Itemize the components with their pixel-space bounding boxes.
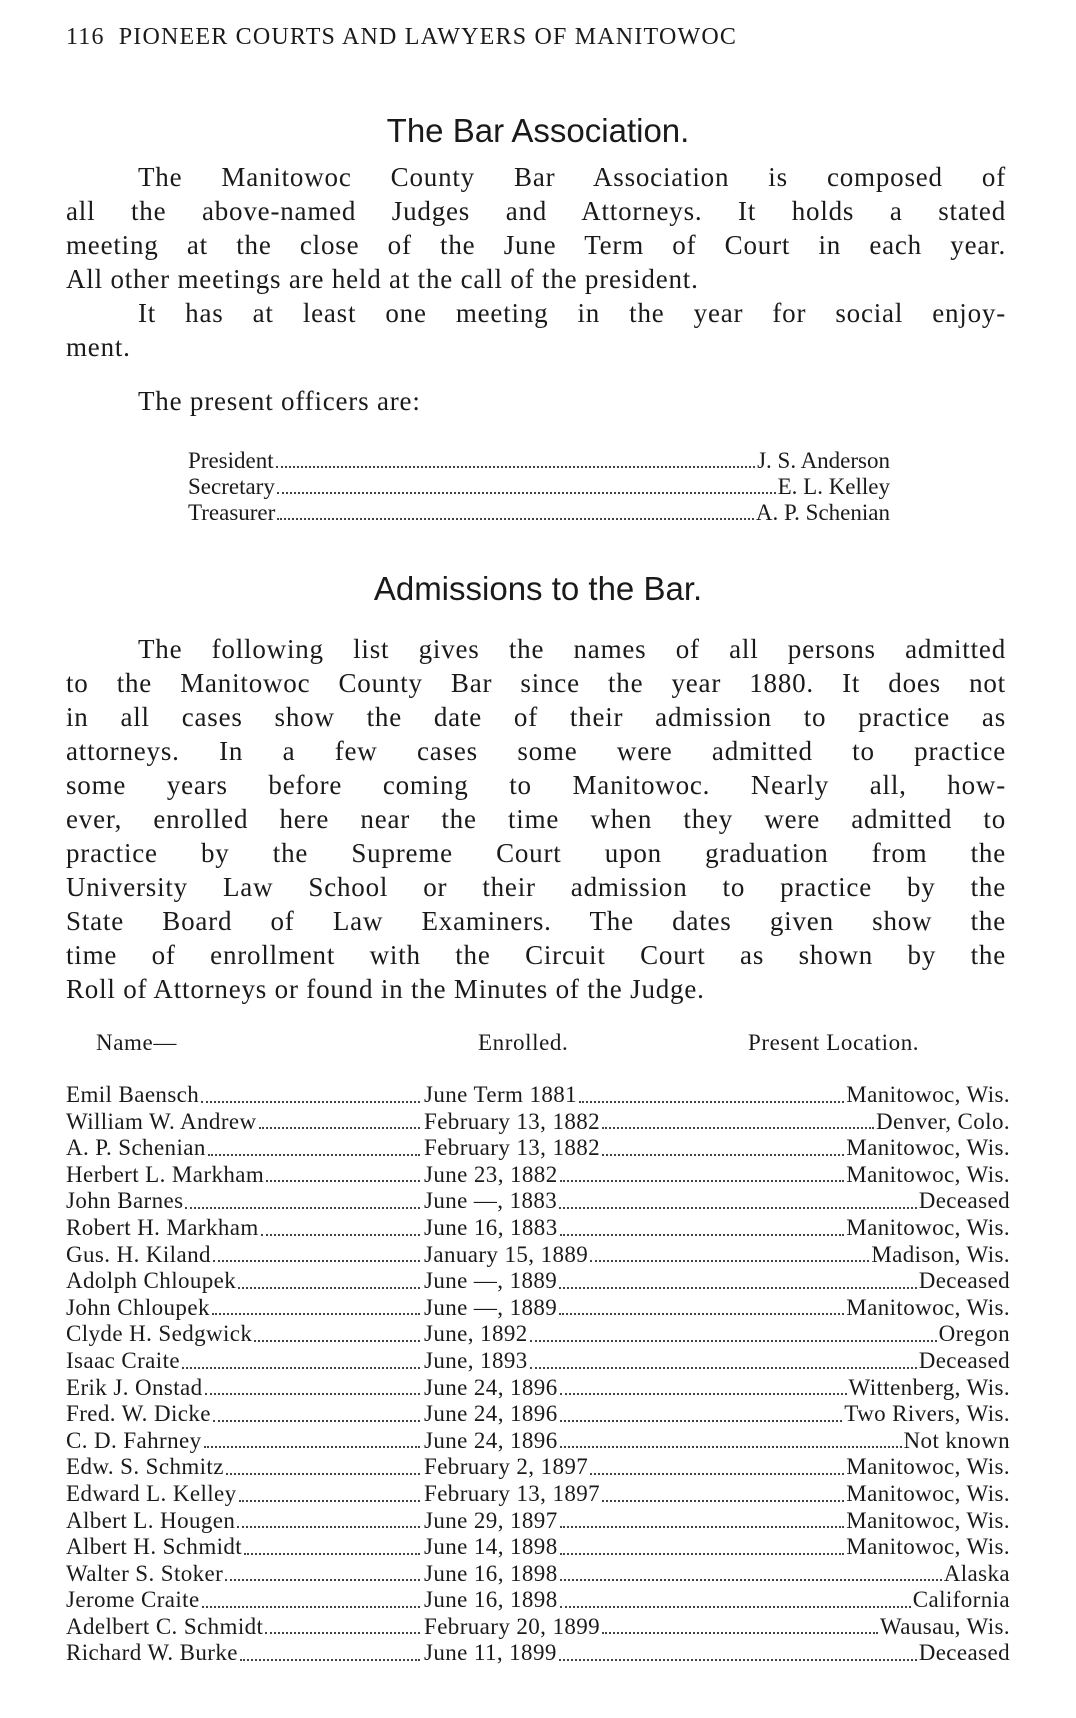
admission-name-cell bbox=[66, 1534, 422, 1561]
dot-leader bbox=[182, 1348, 420, 1369]
admission-date-cell bbox=[422, 1454, 846, 1481]
admission-location: Deceased bbox=[918, 1188, 1010, 1214]
admission-date-cell bbox=[422, 1348, 919, 1375]
admission-name-cell bbox=[66, 1188, 422, 1215]
admission-enrolled: June 23, 1882 bbox=[424, 1161, 558, 1187]
admission-location: Two Rivers, Wis. bbox=[844, 1401, 1010, 1427]
table-row bbox=[66, 1481, 1010, 1508]
admission-location: Oregon bbox=[938, 1321, 1010, 1347]
dot-leader bbox=[266, 1162, 420, 1183]
admission-enrolled: June, 1892 bbox=[424, 1321, 528, 1347]
admission-name-cell bbox=[66, 1640, 422, 1667]
dot-leader bbox=[205, 1375, 420, 1396]
paragraph-line: some years before coming to Manitowoc. Nearly all, how- bbox=[66, 770, 1006, 800]
admission-enrolled: June 24, 1896 bbox=[424, 1427, 558, 1453]
admission-enrolled: June —, 1883 bbox=[424, 1188, 558, 1214]
running-head bbox=[66, 24, 956, 51]
admission-name: Herbert L. Markham bbox=[66, 1161, 265, 1187]
dot-leader bbox=[259, 1109, 421, 1130]
dot-leader bbox=[240, 1640, 420, 1661]
bar-association-paragraph-2 bbox=[66, 296, 1006, 364]
table-row bbox=[66, 1401, 1010, 1428]
table-row bbox=[66, 1135, 1010, 1162]
admission-location: Manitowoc, Wis. bbox=[846, 1082, 1010, 1107]
admission-date-cell bbox=[422, 1295, 846, 1322]
admission-name: John Barnes bbox=[66, 1188, 184, 1214]
admission-date-cell bbox=[422, 1534, 846, 1561]
dot-leader bbox=[530, 1348, 917, 1369]
admission-enrolled: February 2, 1897 bbox=[424, 1454, 589, 1480]
admission-enrolled: June 11, 1899 bbox=[424, 1640, 557, 1666]
admission-location: Manitowoc, Wis. bbox=[846, 1135, 1010, 1161]
admission-name-cell bbox=[66, 1215, 422, 1242]
dot-leader bbox=[560, 1561, 942, 1582]
dot-leader bbox=[559, 1188, 916, 1209]
admission-name: Emil Baensch bbox=[66, 1082, 200, 1107]
admission-enrolled: June —, 1889 bbox=[424, 1268, 558, 1294]
table-row bbox=[66, 1109, 1010, 1136]
admission-name-cell bbox=[66, 1454, 422, 1481]
dot-leader bbox=[560, 1508, 845, 1529]
admission-location: Manitowoc, Wis. bbox=[846, 1214, 1010, 1240]
admission-location: Manitowoc, Wis. bbox=[846, 1534, 1010, 1560]
admission-location: Alaska bbox=[943, 1560, 1010, 1586]
admission-name: A. P. Schenian bbox=[66, 1135, 206, 1161]
officers-intro: The present officers are: bbox=[138, 386, 421, 416]
admission-name-cell bbox=[66, 1268, 422, 1295]
admission-date-cell bbox=[422, 1401, 844, 1428]
admission-enrolled: June 29, 1897 bbox=[424, 1507, 558, 1533]
admission-name: Walter S. Stoker bbox=[66, 1560, 224, 1586]
dot-leader bbox=[277, 492, 776, 494]
officers-intro-paragraph bbox=[66, 384, 1006, 418]
admission-name-cell bbox=[66, 1561, 422, 1588]
table-row bbox=[66, 1082, 1010, 1109]
admission-name-cell bbox=[66, 1481, 422, 1508]
admission-enrolled: June 14, 1898 bbox=[424, 1534, 558, 1560]
dot-leader bbox=[265, 1614, 420, 1635]
dot-leader bbox=[208, 1135, 420, 1156]
admission-location: Manitowoc, Wis. bbox=[846, 1161, 1010, 1187]
admission-date-cell bbox=[422, 1215, 846, 1242]
admission-enrolled: June —, 1889 bbox=[424, 1294, 558, 1320]
dot-leader bbox=[530, 1321, 937, 1342]
admission-enrolled: June 16, 1898 bbox=[424, 1587, 558, 1613]
admission-location: Denver, Colo. bbox=[876, 1108, 1010, 1134]
column-header-enrolled: Enrolled. bbox=[478, 1030, 569, 1055]
admission-location: Manitowoc, Wis. bbox=[846, 1454, 1010, 1480]
admission-date-cell bbox=[422, 1162, 846, 1189]
admission-name: Gus. H. Kiland bbox=[66, 1241, 211, 1267]
table-row bbox=[66, 1348, 1010, 1375]
admission-location: Wittenberg, Wis. bbox=[848, 1374, 1010, 1400]
admission-date-cell bbox=[422, 1375, 849, 1402]
admission-name: Adolph Chloupek bbox=[66, 1268, 237, 1294]
admission-location: Deceased bbox=[918, 1640, 1010, 1666]
dot-leader bbox=[213, 1242, 420, 1263]
table-row bbox=[66, 1375, 1010, 1402]
admission-date-cell bbox=[422, 1188, 919, 1215]
table-row bbox=[66, 1534, 1010, 1561]
dot-leader bbox=[560, 1401, 843, 1422]
dot-leader bbox=[225, 1561, 420, 1582]
dot-leader bbox=[560, 1428, 902, 1449]
admission-name-cell bbox=[66, 1295, 422, 1322]
admission-date-cell bbox=[422, 1109, 876, 1136]
admission-name-cell bbox=[66, 1614, 422, 1641]
admission-location: Manitowoc, Wis. bbox=[846, 1294, 1010, 1320]
admission-location: Wausau, Wis. bbox=[880, 1613, 1010, 1639]
officer-role: Treasurer bbox=[188, 500, 276, 525]
admission-enrolled: June 24, 1896 bbox=[424, 1374, 558, 1400]
admission-name-cell bbox=[66, 1508, 422, 1535]
dot-leader bbox=[185, 1188, 420, 1209]
admission-name-cell bbox=[66, 1109, 422, 1136]
admission-enrolled: January 15, 1889 bbox=[424, 1241, 589, 1267]
admission-location: Manitowoc, Wis. bbox=[846, 1507, 1010, 1533]
admission-date-cell bbox=[422, 1268, 919, 1295]
dot-leader bbox=[238, 1268, 420, 1289]
officer-name: E. L. Kelley bbox=[777, 474, 890, 499]
dot-leader bbox=[244, 1534, 420, 1555]
admission-location: Manitowoc, Wis. bbox=[846, 1480, 1010, 1506]
admission-enrolled: February 13, 1882 bbox=[424, 1108, 601, 1134]
paragraph-line: time of enrollment with the Circuit Court as shown by the bbox=[66, 940, 1006, 970]
dot-leader bbox=[560, 1215, 845, 1236]
paragraph-line: ment. bbox=[66, 332, 131, 362]
dot-leader bbox=[559, 1640, 917, 1661]
paragraph-line: The Manitowoc County Bar Association is composed of bbox=[138, 162, 1006, 192]
admission-enrolled: February 13, 1882 bbox=[424, 1135, 601, 1161]
admission-enrolled: June 16, 1898 bbox=[424, 1560, 558, 1586]
table-row bbox=[66, 1268, 1010, 1295]
admission-location: California bbox=[912, 1587, 1010, 1613]
running-title: PIONEER COURTS AND LAWYERS OF MANITOWOC bbox=[118, 24, 738, 50]
admission-date-cell bbox=[422, 1561, 944, 1588]
paragraph-line: in all cases show the date of their admission to practice as bbox=[66, 702, 1006, 732]
paragraph-line: to the Manitowoc County Bar since the year 1880. It does not bbox=[66, 668, 1006, 698]
admission-date-cell bbox=[422, 1640, 919, 1667]
admission-name: C. D. Fahrney bbox=[66, 1427, 202, 1453]
admission-name: Edw. S. Schmitz bbox=[66, 1454, 224, 1480]
table-row bbox=[66, 1508, 1010, 1535]
paragraph-line: Roll of Attorneys or found in the Minutes of the Judge. bbox=[66, 974, 705, 1004]
admission-name-cell bbox=[66, 1321, 422, 1348]
officer-name: J. S. Anderson bbox=[757, 448, 890, 473]
dot-leader bbox=[277, 518, 754, 520]
admission-name-cell bbox=[66, 1162, 422, 1189]
dot-leader bbox=[559, 1268, 916, 1289]
admission-name: Albert H. Schmidt bbox=[66, 1534, 243, 1560]
column-header-location: Present Location. bbox=[748, 1030, 920, 1055]
column-header-name: Name— bbox=[96, 1030, 177, 1055]
dot-leader bbox=[239, 1481, 420, 1502]
admissions-list bbox=[66, 1082, 1010, 1667]
dot-leader bbox=[602, 1135, 844, 1156]
paragraph-line: practice by the Supreme Court upon graduation from the bbox=[66, 838, 1006, 868]
admission-enrolled: June, 1893 bbox=[424, 1347, 528, 1373]
officer-role: Secretary bbox=[188, 474, 275, 499]
dot-leader bbox=[204, 1428, 420, 1449]
admission-name-cell bbox=[66, 1135, 422, 1162]
admission-name: Clyde H. Sedgwick bbox=[66, 1321, 253, 1347]
admission-name: Albert L. Hougen bbox=[66, 1507, 236, 1533]
paragraph-line: all the above-named Judges and Attorneys. It holds a stated bbox=[66, 196, 1006, 226]
admission-location: Deceased bbox=[918, 1268, 1010, 1294]
admission-name: William W. Andrew bbox=[66, 1108, 257, 1134]
paragraph-line: meeting at the close of the June Term of Court in each year. bbox=[66, 230, 1006, 260]
admission-date-cell bbox=[422, 1508, 846, 1535]
dot-leader bbox=[579, 1082, 844, 1103]
dot-leader bbox=[602, 1109, 874, 1130]
dot-leader bbox=[202, 1587, 420, 1608]
dot-leader bbox=[276, 466, 755, 468]
admission-name: Adelbert C. Schmidt bbox=[66, 1613, 264, 1639]
admission-date-cell bbox=[422, 1135, 846, 1162]
admission-name: Isaac Craite bbox=[66, 1347, 180, 1373]
admission-name: Jerome Craite bbox=[66, 1587, 200, 1613]
paragraph-line: University Law School or their admission to practice by the bbox=[66, 872, 1006, 902]
dot-leader bbox=[560, 1587, 911, 1608]
table-row bbox=[66, 1454, 1010, 1481]
table-row bbox=[66, 1242, 1010, 1269]
paragraph-line: The following list gives the names of all persons admitted bbox=[138, 634, 1006, 664]
dot-leader bbox=[560, 1375, 847, 1396]
admission-enrolled: February 13, 1897 bbox=[424, 1480, 601, 1506]
table-row bbox=[66, 1215, 1010, 1242]
table-row bbox=[66, 1614, 1010, 1641]
admission-name: Fred. W. Dicke bbox=[66, 1401, 211, 1427]
page-number: 116 bbox=[66, 24, 105, 50]
admission-date-cell bbox=[422, 1614, 880, 1641]
paragraph-line: State Board of Law Examiners. The dates given show the bbox=[66, 906, 1006, 936]
admission-location: Not known bbox=[903, 1427, 1010, 1453]
dot-leader bbox=[212, 1295, 420, 1316]
admission-date-cell bbox=[422, 1321, 939, 1348]
dot-leader bbox=[560, 1162, 845, 1183]
paragraph-line: All other meetings are held at the call of the president. bbox=[66, 264, 699, 294]
table-row bbox=[66, 1162, 1010, 1189]
admission-name-cell bbox=[66, 1242, 422, 1269]
admission-date-cell bbox=[422, 1428, 904, 1455]
admission-enrolled: February 20, 1899 bbox=[424, 1613, 601, 1639]
admission-enrolled: June 24, 1896 bbox=[424, 1401, 558, 1427]
admission-name: Erik J. Onstad bbox=[66, 1374, 203, 1400]
admission-name-cell bbox=[66, 1348, 422, 1375]
officer-row-secretary bbox=[188, 474, 890, 500]
table-row bbox=[66, 1561, 1010, 1588]
admission-location: Deceased bbox=[918, 1347, 1010, 1373]
table-row bbox=[66, 1640, 1010, 1667]
officer-row-treasurer bbox=[188, 500, 890, 526]
officers-list bbox=[188, 448, 890, 526]
admission-location: Madison, Wis. bbox=[871, 1241, 1010, 1267]
dot-leader bbox=[261, 1215, 420, 1236]
admission-date-cell bbox=[422, 1082, 846, 1109]
table-row bbox=[66, 1295, 1010, 1322]
paragraph-line: attorneys. In a few cases some were admitted to practice bbox=[66, 736, 1006, 766]
dot-leader bbox=[213, 1401, 420, 1422]
table-row bbox=[66, 1587, 1010, 1614]
table-row bbox=[66, 1428, 1010, 1455]
officer-role: President bbox=[188, 448, 274, 473]
admission-name-cell bbox=[66, 1082, 422, 1109]
officer-name: A. P. Schenian bbox=[755, 500, 890, 525]
section-title-admissions: Admissions to the Bar. bbox=[373, 570, 703, 607]
dot-leader bbox=[226, 1454, 420, 1475]
section-title-bar-association: The Bar Association. bbox=[386, 112, 690, 149]
dot-leader bbox=[590, 1454, 844, 1475]
dot-leader bbox=[590, 1242, 869, 1263]
admission-date-cell bbox=[422, 1587, 913, 1614]
admission-enrolled: June Term 1881 bbox=[424, 1082, 578, 1107]
dot-leader bbox=[602, 1481, 844, 1502]
bar-association-paragraph-1 bbox=[66, 160, 1006, 296]
dot-leader bbox=[237, 1508, 420, 1529]
table-row bbox=[66, 1321, 1010, 1348]
admission-date-cell bbox=[422, 1242, 871, 1269]
dot-leader bbox=[602, 1614, 878, 1635]
admission-name: John Chloupek bbox=[66, 1294, 210, 1320]
dot-leader bbox=[201, 1082, 420, 1103]
admission-enrolled: June 16, 1883 bbox=[424, 1214, 558, 1240]
admission-name: Edward L. Kelley bbox=[66, 1480, 237, 1506]
dot-leader bbox=[559, 1295, 844, 1316]
admission-name-cell bbox=[66, 1375, 422, 1402]
admission-name: Richard W. Burke bbox=[66, 1640, 238, 1666]
dot-leader bbox=[560, 1534, 845, 1555]
dot-leader bbox=[254, 1321, 420, 1342]
officer-row-president bbox=[188, 448, 890, 474]
paragraph-line: It has at least one meeting in the year for social enjoy- bbox=[138, 298, 1006, 328]
admission-date-cell bbox=[422, 1481, 846, 1508]
paragraph-line: ever, enrolled here near the time when they were admitted to bbox=[66, 804, 1006, 834]
admission-name: Robert H. Markham bbox=[66, 1214, 259, 1240]
admission-name-cell bbox=[66, 1587, 422, 1614]
admission-name-cell bbox=[66, 1428, 422, 1455]
table-row bbox=[66, 1188, 1010, 1215]
admission-name-cell bbox=[66, 1401, 422, 1428]
admissions-paragraph bbox=[66, 632, 1006, 1006]
